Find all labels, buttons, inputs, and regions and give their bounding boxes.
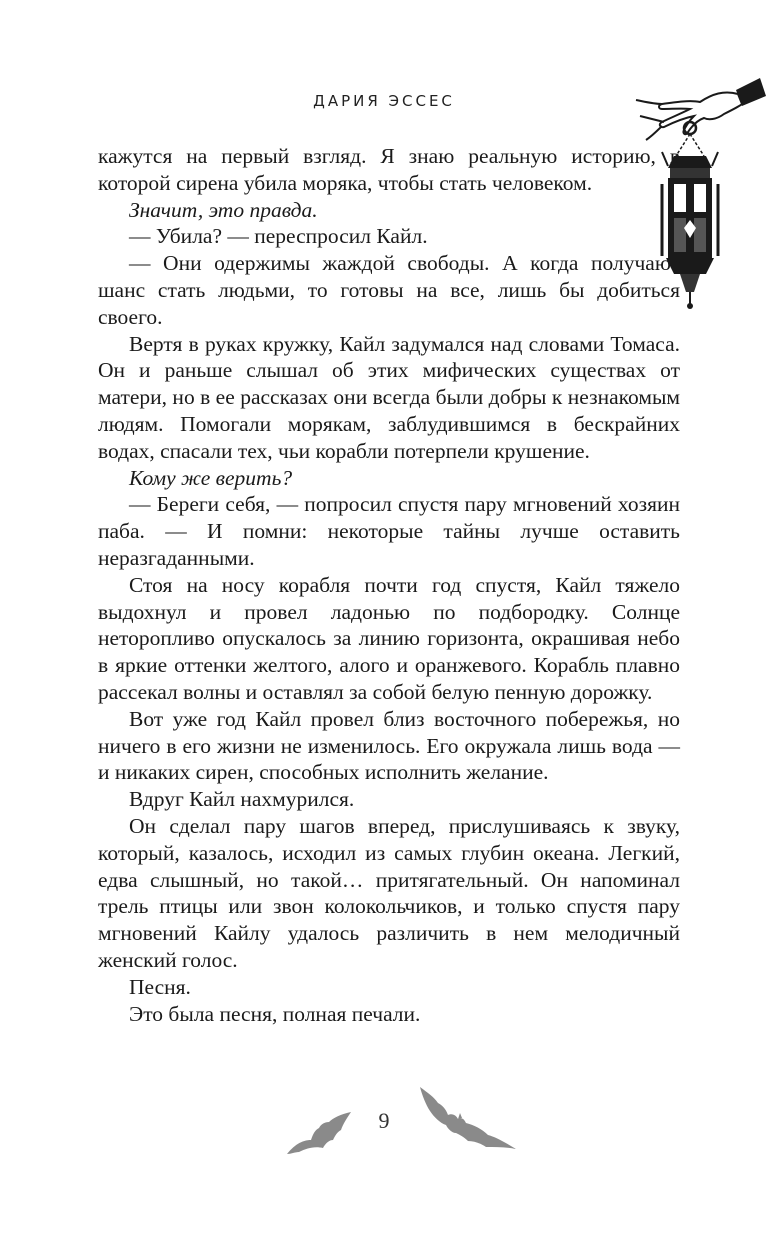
bat-right-icon [418,1085,518,1156]
paragraph-continuation: кажутся на первый взгляд. Я знаю реальную историю, в которой сирена убила моряка, чтобы стать человеком. [98,144,680,195]
paragraph: Он сделал пару шагов вперед, прислушиваясь к звуку, который, казалось, исходил из самых глубин океана. Легкий, едва слышный, но такой… притягательный. Он напоминал трель птицы или звон колокольчиков, и только спустя пару мгновений Кайлу удалось различить в нем мелодичный женский голос. [98,813,680,972]
paragraph: Вдруг Кайл нахмурился. [129,787,355,812]
paragraph-dialogue: — Они одержимы жаждой свободы. А когда получают шанс стать людьми, то готовы на все, лишь бы добиться своего. [98,251,680,329]
running-head-author: ДАРИЯ ЭССЕС [313,92,455,110]
paragraph: Песня. [129,974,191,999]
paragraph: Вот уже год Кайл провел близ восточного побережья, но ничего в его жизни не изменилось. Его окружала лишь вода — и никаких сирен, способных исполнить желание. [98,706,680,785]
paragraph-thought: Значит, это правда. [129,197,318,222]
body-text [98,143,680,1027]
paragraph-thought: Кому же верить? [129,465,293,490]
paragraph: Вертя в руках кружку, Кайл задумался над словами Томаса. Он и раньше слышал об этих мифических существах от матери, но в ее рассказах они всегда были добры к незнакомым людям. Помогали морякам, заблудившимся в бескрайних водах, спасали тех, чьи корабли потерпели крушение. [98,331,680,463]
page-number: 9 [378,1108,390,1133]
paragraph: Это была песня, полная печали. [129,1001,421,1026]
paragraph: Стоя на носу корабля почти год спустя, Кайл тяжело выдохнул и провел ладонью по подбородку. Солнце неторопливо опускалось за линию горизонта, окрашивая небо в яркие оттенки желтого, алого и оранжевого. Корабль плавно рассекал волны и оставлял за собой белую пенную дорожку. [98,572,680,704]
paragraph-dialogue: — Береги себя, — попросил спустя пару мгновений хозяин паба. — И помни: некоторые тайны лучше оставить неразгаданными. [98,492,680,570]
paragraph-dialogue: — Убила? — переспросил Кайл. [129,224,428,249]
